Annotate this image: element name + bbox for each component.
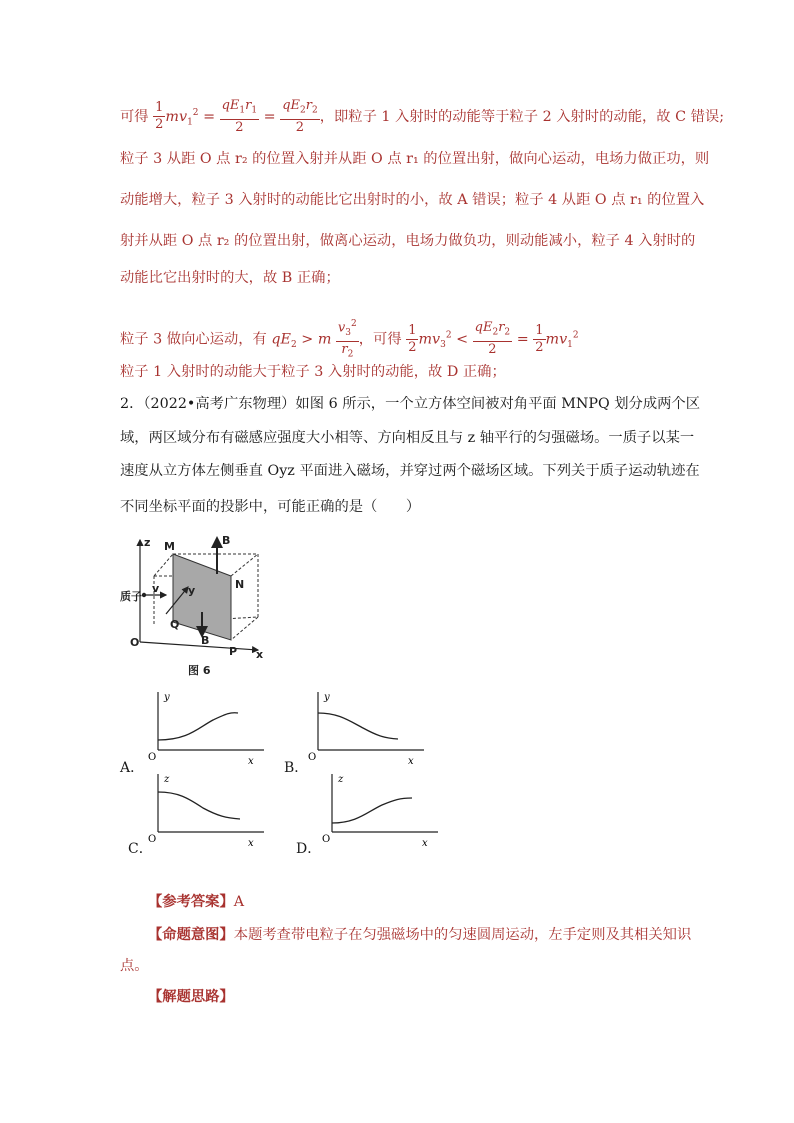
solution-line-1: 可得 $\frac{1}{2}$ $mv_1^2$ = $\frac{qE_1r_1}{2}$ = $\frac{qE_2r_2}{2}$ ，即粒子 1 入射时的动能等于粒子 2 入射时的动能，故 C 错误; (120, 98, 725, 135)
fig-label-p: P (229, 645, 238, 658)
option-b-axis-v: y (324, 692, 330, 703)
option-a-axis-h: x (248, 756, 254, 767)
fig-label-q: Q (170, 618, 180, 631)
proposition-intent-cont: 点。 (120, 958, 149, 974)
solution-line-7: 粒子 1 入射时的动能大于粒子 3 入射时的动能，故 D 正确； (120, 364, 506, 380)
option-d-label: D． (296, 841, 322, 857)
question-line-3: 速度从立方体左侧垂直 Oyz 平面进入磁场，并穿过两个磁场区域。下列关于质子运动轨迹在 (120, 463, 700, 479)
fig-label-b-bottom: B (201, 634, 210, 647)
proposition-intent: 【命题意图】本题考查带电粒子在匀强磁场中的匀速圆周运动，左手定则及其相关知识 (148, 927, 692, 943)
fig-label-z: z (144, 536, 151, 549)
solution-approach-heading: 【解题思路】 (148, 989, 234, 1005)
option-b-origin: O (308, 752, 317, 763)
solution-line-3: 动能增大，粒子 3 入射时的动能比它出射时的小，故 A 错误；粒子 4 从距 O 点 r₁ 的位置入 (120, 192, 705, 208)
option-d-graph (322, 770, 442, 850)
option-b-graph (308, 688, 428, 768)
fig-label-o: O (130, 636, 140, 649)
option-c-graph (148, 770, 268, 850)
fig-label-n: N (235, 578, 245, 591)
option-a-origin: O (148, 752, 157, 763)
option-d-axis-v: z (338, 774, 344, 785)
fig-label-x: x (256, 648, 264, 661)
option-a-axis-v: y (164, 692, 170, 703)
question-line-4: 不同坐标平面的投影中，可能正确的是（ ） (120, 499, 421, 515)
solution-line-5: 动能比它出射时的大，故 B 正确； (120, 270, 340, 286)
option-c-origin: O (148, 834, 157, 845)
fig-label-proton: 质子 (120, 590, 142, 603)
option-c-label: C． (128, 841, 153, 857)
fig-label-v: v (152, 582, 160, 595)
figure-6-cube (118, 532, 278, 682)
fig-label-b-top: B (222, 534, 231, 547)
option-d-axis-h: x (422, 838, 428, 849)
question-line-2: 域，两区域分布有磁感应强度大小相等、方向相反且与 z 轴平行的匀强磁场。一质子以某一 (120, 430, 695, 446)
option-a-graph (148, 688, 268, 768)
option-d-origin: O (322, 834, 331, 845)
fig-label-m: M (164, 540, 175, 553)
option-b-axis-h: x (408, 756, 414, 767)
solution-line-4: 射并从距 O 点 r₂ 的位置出射，做离心运动，电场力做负功，则动能减小，粒子 4 入射时的 (120, 233, 696, 249)
figure-caption: 图 6 (188, 664, 211, 677)
option-a-label: A． (120, 760, 145, 776)
option-c-axis-h: x (248, 838, 254, 849)
fig-label-y: y (188, 584, 196, 597)
reference-answer: 【参考答案】A (148, 894, 245, 910)
question-line-1: 2．（2022•高考广东物理）如图 6 所示，一个立方体空间被对角平面 MNPQ 划分成两个区 (120, 396, 701, 412)
solution-line-2: 粒子 3 从距 O 点 r₂ 的位置入射并从距 O 点 r₁ 的位置出射，做向心运动，电场力做正功，则 (120, 151, 710, 167)
option-c-axis-v: z (164, 774, 170, 785)
solution-line-6: 粒子 3 做向心运动，有 $qE_2 > m$ $\frac{v_3^2}{r_2}$ ，可得 $\frac{1}{2}$ $mv_3^2$ < $\frac{qE_2r_2}{2}$ = $\frac{1}{2}$ $mv_1^2$ (120, 316, 579, 363)
option-b-label: B． (284, 760, 309, 776)
